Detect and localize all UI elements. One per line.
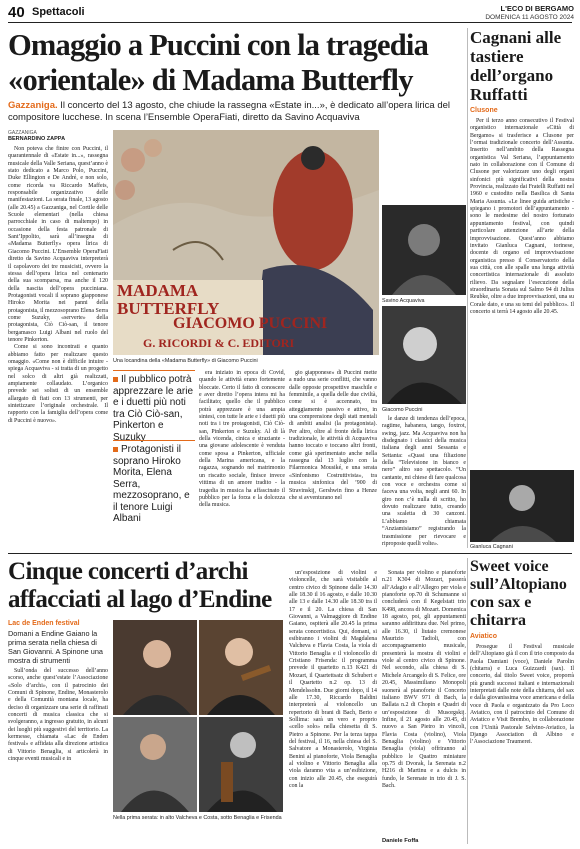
costa-photo (199, 620, 283, 715)
sidebar2-body: Prosegue il Festival musicale dell’Altopiano già il con il trio composto da Paola Damiani (voce), Daniele Parolin (chitarra) e Luca Guizzardi (sax). Il concerto, dal titolo Sweet voice, proporrà più grandi successi italiani e internazionali interpretati dalle note della chitarra, del sax e dalla giovanissima voce americana e della voce di Paola e organizzato da Pro Loco Aviatico, con il patrocinio del Comune di Aviatico e Visit Brembo, in collaborazione con l’Unità Pastorale Selvino-Aviatico, la Django Association di Albino e l’Associazione Traumerei. (470, 644, 574, 746)
photo1-caption: Savino Acquaviva (382, 298, 425, 304)
sidebar2 (470, 558, 574, 832)
valcheva-figure (113, 620, 197, 715)
dateline-place: GAZZANIGA (8, 130, 37, 136)
acquaviva-photo (382, 205, 466, 295)
story2-kicker: Lac de Enden festival (8, 620, 80, 627)
page-header (8, 4, 574, 24)
puccini-figure (382, 306, 466, 404)
poster-title: MADAMA BUTTERFLY (117, 281, 220, 318)
story2-col4: Sonata per violino e pianoforte n.21 K304 di Mozart, passerà all’Adagio e all’Allegro per viola e pianoforte op.70 di Schumanne si concluderà con il Kegelstatt trio K498, ancora di Mozart. Domenica 18 agosto, poi, gli appuntamenti saranno addirittura due. Nel primo, alle 16.30, il liutaio cremonese Maurizio Tadioli, con accompagnamento musicale, presenterà la mostra di violini e viole al centro civico di Spinone. Nel secondo, alla chiesa di S. Michele Arcangelo di S. Felice, ore 20.45, Massimiliano Monopoli suonerà al pianoforte il Concerto italiano BWV 971 di Bach, la Ballata n.2 di Chopin e Quadri di un’esposizione di Musorgskij. Infine, il 21 agosto alle 20.45, di nuovo a San Pietro in vincoli, Flavia Costa (violino), Viola Benaglia (violino) e Vittorio Benaglia (viola) offriranno al pubblico le Quattro miniature op.75 di Dvorak, la Serenata n.2 H216 di Martinu e a dulcis in fundo, le Serenate in trio di J. S. Bach. (382, 570, 466, 789)
cagnani-figure (470, 470, 574, 542)
story2-dek: Domani a Endine Gaiano la prima serata nella chiesa di San Giovanni. A Spinone una mostra di strumenti (8, 629, 103, 665)
frisenda-figure (199, 717, 283, 812)
story1-col4: gio giapponese» di Puccini mette a nudo una serie conflitti, che vanno dalle opposte prospettive maschile e femminile, a quella delle due civiltà, come si è accennato, tra atteggiamento passivo e attivo, in una comprensione degli stati mentali di ambiti analisi (la protagonista). Per altro, oltre al fronte della lirica tradizionale, le attività di Acquaviva hanno toccato e toccano altri fronti, come già sperimentato anche nella rassegna dal 13 luglio con la Filarmonica Mousiké, e una serata «Sinfonismo Costruttivista», tra musica sinfonica del ’900 di Stravinskij, Gershwin fino a Henze che si avventurano nel (289, 370, 377, 501)
pull-quote-2: Protagonisti il soprano Hiroko Morita, Elena Serra, mezzosoprano, e il tenore Luigi Albani (113, 440, 195, 525)
acquaviva-figure (382, 205, 466, 295)
poster-caption: Una locandina della «Madama Butterfly» di Giacomo Puccini (113, 358, 258, 364)
page-number: 40 (8, 4, 25, 21)
benaglia-figure (113, 717, 197, 812)
story2-intro (8, 620, 108, 665)
story1-headline (8, 28, 463, 98)
column-separator (467, 558, 468, 844)
sidebar1 (470, 28, 574, 513)
frisenda-photo (199, 717, 283, 812)
dek-text: Il concerto del 13 agosto, che chiude la rassegna «Estate in...», è dedicato all’opera lirica del compositore lucchese. In scena l’Ensemble OperaFiati, diretto da Savino Acquaviva (8, 100, 451, 123)
sidebar1-body: Per il terzo anno consecutivo il Festival organistico internazionale «Città di Bergamo» si trasferisce a Clusone per l’ormai tradizionale concerto dell’Assunta. Inserito nell’ambito della Rassegna organistica Val Seriana, l’appuntamento nato in collaborazione con il Comune di Clusone per valorizzare uno degli organi sinfonici più significativi della nostra Provincia, realizzato dai Fratelli Ruffatti nel 1960 e custodito nella Basilica di Santa Maria Assunta. «Le linee guida artistiche - spiegano i promotori dell’appuntamento - sono le medesime del nostro fortunato appuntamento festival, con quindi particolare attenzione all’arte della improvvisazione. Quest’anno abbiamo invitato Gianluca Cagnani, torinese, docente di organo ed improvvisazione organistica presso il Conservatorio della sua città, con alle spalle una lunga attività concertistica internazionale di assoluto rilievo. Da segnalare l’esecuzione della straordinaria Sonata sul Salmo 94 di Julius Reubke, oltre a due improvvisazioni, una su Corale dato, e una su temi del pubblico». Il concerto si terrà 14 agosto alle 20.45. (470, 118, 574, 315)
story1-col5: le danze di tendenza dell’epoca, ragtime, habanera, tango, foxtrot, swing, jazz. Ma Acquaviva non ha disdegnato i classici della musica italiana degli anni Sessanta e Settanta: «Quasi una filiazione della “Televisione in bianco e nero” altro suo spettacolo. “Un cantante, mi chiese di fare qualcosa con voce e orchestra come si faceva una volta, negli anni 60. In giro non c’è nulla di scritto, ho dovuto realizzare tutto, creando una scaletta di 30 canzoni. L’abbiamo chiamata “Anziamisiamo” registrando la trasmissione per rievocare e riproposte quelli volte». (382, 416, 466, 547)
section-divider (8, 553, 572, 554)
musicians-photos (113, 620, 283, 812)
story1-title-line2: «orientale» di Madama Butterfly (8, 63, 413, 97)
poster-composer: GIACOMO PUCCINI (173, 315, 328, 332)
story1-byline (8, 130, 68, 142)
pull-quote-1: Il pubblico potrà apprezzare le arie e i duetti più noti tra Ciò Ciò-san, Pinkerton e Suzuky (113, 370, 195, 443)
sidebar2-title: Sweet voice sull’Altopiano con sax e chitarra (470, 558, 567, 629)
butterfly-poster-image (113, 130, 379, 355)
dek-kicker: Gazzaniga. (8, 100, 58, 111)
sidebar1-title: Cagnani alle tastiere dell’organo Ruffatti (470, 28, 562, 104)
story2-author: Daniele Foffa (382, 838, 419, 844)
story2-title-line1: Cinque concerti d’archi (8, 558, 248, 585)
benaglia-photo (113, 717, 197, 812)
valcheva-photo (113, 620, 197, 715)
issue-date: DOMENICA 11 AGOSTO 2024 (485, 14, 574, 21)
story1-col1: Non poteva che finire con Puccini, il quarantennale di «Estate in...», rassegna musicale della Valle Seriana, quest’anno è stato dedicato a Marco Polo, Puccini, Duke Ellington e De André, e non solo, come ricorda va Riccardo Maffeis, responsabile organizzativo delle manifestazioni. La serata finale, 13 agosto (alle 20.45) a Gazzaniga, nel Cortile delle Scuole elementari (nella chiesa parrocchiale in caso di maltempo) in occasione della festa patronale di Sant’Ippolito, sarà all’insegna di «Madama Butterfly» opera lirica di Giacomo Puccini. L’Ensemble OperaFiati diretto da Savino Acquaviva interpreterà il capolavoro dei tre musicisti, ovvero la stessa dell’opera lirica nel centenario della sua scomparsa, ma anche il 120 della nascita dell’opera pucciniana. Protagonisti vocali il soprano giapponese Hiroko Morita nei panni della protagonista, il mezzosoprano Elena Serra come Suzuky, «serverte» della protagonista, Ciò Ciò-san, il tenore bergamasco Luigi Albani nel ruolo del tenore Pinkerton. Come si sono incontrati e quanto abbiamo fatto per realizzare questo omaggio. «Come non è difficile intuire - spiega Acquaviva - si tratta di un progetto nel solco di altri già realizzati, ampiamente collaudato. L’organico prevede sei solisti di un ensemble allargato di fiati con 13 strumenti, per sintetizzare l’originale orchestrale. Il rapporto con la famiglia dell’opera come di Puccini è nuovo». (8, 146, 108, 424)
cagnani-photo (470, 470, 574, 542)
story1-title-line1: Omaggio a Puccini con la tragedia (8, 28, 429, 62)
story2-title-line2: affacciati al lago d’Endine (8, 586, 272, 613)
story2-photo-caption: Nella prima serata: in alto Valcheva e Costa, sotto Benaglia e Frisenda (113, 815, 282, 821)
column-separator (467, 28, 468, 548)
story1-col3: era iniziato in epoca di Covid, quando le attività erano fortemente bloccate. Certo il fatto di conoscere e aver diretto l’opera intera mi ha facilitato; quello che il pubblico potrà apprezzare è una ampia sintesi, con tutte le arie e i duetti più noti tra i tre protagonisti, Ciò Ciò-san, Pinkerton e Suzuky. Al di là della vicenda, cinica e straziante - una giovane adolescente è venduta come sposa a Pinkerton, ufficiale della Marina americana, e la ragazza, sognando nel matrimonio un riscatto sociale, finisce invece vittima di un amore tradito - la tragedia in musica ha affascinato il pubblico per la forza e la dolcezza della musica. (199, 370, 285, 509)
author: BERNARDINO ZAPPA (8, 136, 66, 142)
costa-figure (199, 620, 283, 715)
poster-publisher: G. RICORDI & C. EDITORI (143, 336, 295, 350)
photo2-caption: Giacomo Puccini (382, 407, 423, 413)
story2-col1: Sull’onda del successo dell’anno scorso, anche quest’estate l’Associazione «Solo d’archi», con il patrocinio dei Comuni di Spinone, Endine, Monasterolo e della Comunità montana locale, ha deciso di organizzare una serie di raffinati concerti di musica classica che si svolgeranno, a ingresso gratuito, in alcuni dei luoghi più suggestivi del territorio. La kermesse, chiamata «Lac de Enden festival» e affidata alla direzione artistica di Vittorio Benaglia, si articolerà in cinque eventi musicali e in (8, 668, 108, 763)
sidebar1-photo-caption: Gianluca Cagnani (470, 544, 513, 550)
newspaper-brand: L'ECO DI BERGAMO (500, 4, 574, 13)
story1-dek (8, 100, 460, 124)
sidebar2-kicker: Aviatico (470, 633, 497, 640)
header-rule (8, 22, 572, 23)
story2-col3: un’esposizione di violini e violoncelle, che sarà visitabile al centro civico di Spinone dalle 14.30 alle 18.30 il 16 agosto, e dalle 10.30 alle 13 e dalle 14.30 alle 18.30 tra il 17 e il 20. La chiesa di San Giovanni, a Valmaggiore di Endine Gaiano, ospiterà alle 20.45 la prima serata concertistica. Qui, domani, si esibiranno i violini di Magdalena Valcheva e Flavia Costa, la viola di Vittorio Benaglia e il violoncello di Cristiano Frisenda: il programma prevede il quartetto n.13 K421 di Mozart, il Quartettsatz di Schubert e il Quartetto n.2 op. 13 di Mendelssohn. Due giorni dopo, il 14 alle 17.30, Riccardo Baldini interpreterà al violoncello un repertorio di brani di Bach, Berio e Sollima: sarà un vero e proprio «cello solo» nella chiesetta di S. Pietro a Spinone. Per la terza tappa del festival, il 16, nella chiesa del S. Salvatore a Monasterolo, Virginia Benini al pianoforte, Viola Benaglia al violino e Vittorio Benaglia alla viola daranno vita a un’esibizione, con inizio alle 20.45, che eseguirà con la (289, 570, 377, 789)
section-name: Spettacoli (32, 6, 85, 18)
sidebar1-kicker: Clusone (470, 107, 498, 114)
puccini-photo (382, 306, 466, 404)
